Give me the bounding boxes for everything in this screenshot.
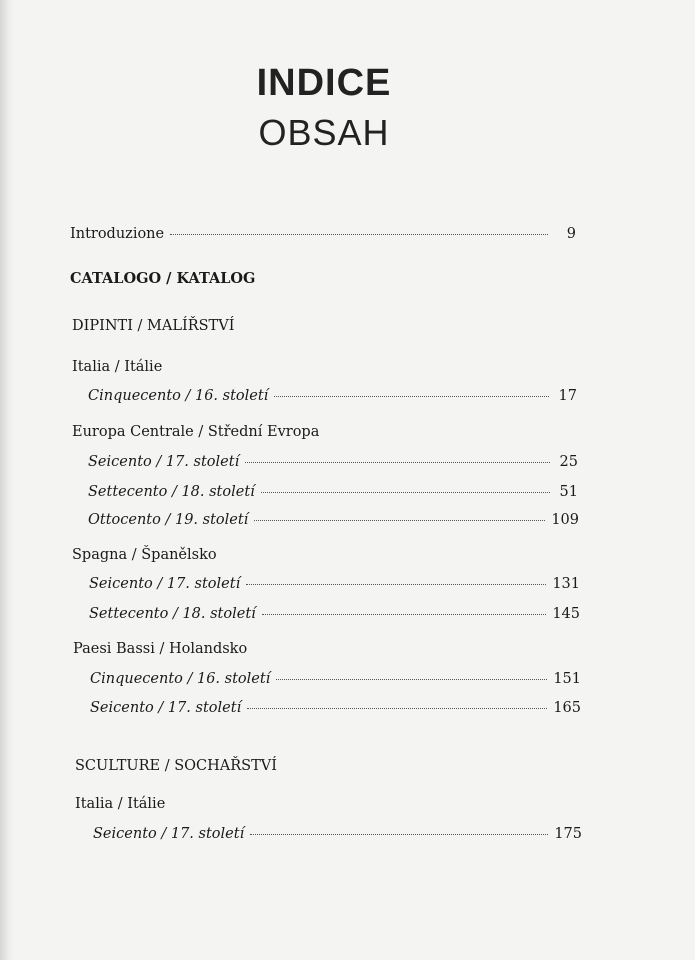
toc-entry-europa-seicento[interactable]	[88, 454, 578, 470]
toc-entry-paesi-bassi-cinquecento[interactable]	[90, 671, 581, 687]
dot-leader	[261, 492, 550, 493]
toc-entry-label: Seicento / 17. století	[90, 700, 242, 716]
toc-entry-label: Seicento / 17. století	[93, 826, 245, 842]
toc-entry-label: Settecento / 18. století	[89, 606, 256, 622]
dot-leader	[246, 584, 546, 585]
subsection-heading-spagna: Spagna / Španělsko	[72, 547, 217, 563]
toc-page-number: 131	[552, 576, 580, 592]
dot-leader	[170, 234, 548, 235]
toc-entry-introduzione[interactable]	[70, 226, 576, 242]
section-heading-catalogo: CATALOGO / KATALOG	[70, 270, 256, 287]
toc-entry-label: Ottocento / 19. století	[88, 512, 249, 528]
toc-entry-spagna-settecento[interactable]	[89, 606, 580, 622]
toc-page-number: 145	[552, 606, 580, 622]
section-heading-dipinti: DIPINTI / MALÍŘSTVÍ	[72, 318, 235, 334]
toc-entry-label: Cinquecento / 16. století	[90, 671, 271, 687]
subsection-heading-italia: Italia / Itálie	[72, 359, 163, 375]
toc-entry-sculture-italia-seicento[interactable]	[93, 826, 582, 842]
subsection-heading-europa-centrale: Europa Centrale / Střední Evropa	[72, 424, 320, 440]
dot-leader	[274, 396, 549, 397]
dot-leader	[254, 520, 545, 521]
toc-page-number: 165	[553, 700, 581, 716]
page-subtitle: OBSAH	[258, 112, 390, 153]
dot-leader	[262, 614, 547, 615]
dot-leader	[245, 462, 550, 463]
toc-page-number: 109	[551, 512, 579, 528]
toc-entry-label: Introduzione	[70, 226, 165, 242]
toc-page-number: 17	[558, 388, 577, 404]
toc-page-number: 175	[554, 826, 582, 842]
toc-entry-label: Seicento / 17. století	[89, 576, 241, 592]
page-title: INDICE	[256, 62, 392, 104]
dot-leader	[276, 679, 547, 680]
dot-leader	[250, 834, 548, 835]
toc-entry-paesi-bassi-seicento[interactable]	[90, 700, 581, 716]
toc-entry-spagna-seicento[interactable]	[89, 576, 580, 592]
toc-page-number: 25	[559, 454, 578, 470]
toc-entry-europa-settecento[interactable]	[88, 484, 578, 500]
subsection-heading-paesi-bassi: Paesi Bassi / Holandsko	[73, 641, 248, 657]
toc-entry-label: Seicento / 17. století	[88, 454, 240, 470]
toc-page-number: 51	[559, 484, 578, 500]
toc-page-number: 9	[566, 226, 576, 242]
toc-entry-italia-cinquecento[interactable]	[88, 388, 577, 404]
toc-entry-label: Settecento / 18. století	[88, 484, 255, 500]
subsection-heading-italia-sculture: Italia / Itálie	[75, 796, 166, 812]
toc-page-number: 151	[553, 671, 581, 687]
dot-leader	[247, 708, 547, 709]
toc-entry-europa-ottocento[interactable]	[88, 512, 579, 528]
section-heading-sculture: SCULTURE / SOCHAŘSTVÍ	[75, 758, 277, 774]
toc-entry-label: Cinquecento / 16. století	[88, 388, 269, 404]
